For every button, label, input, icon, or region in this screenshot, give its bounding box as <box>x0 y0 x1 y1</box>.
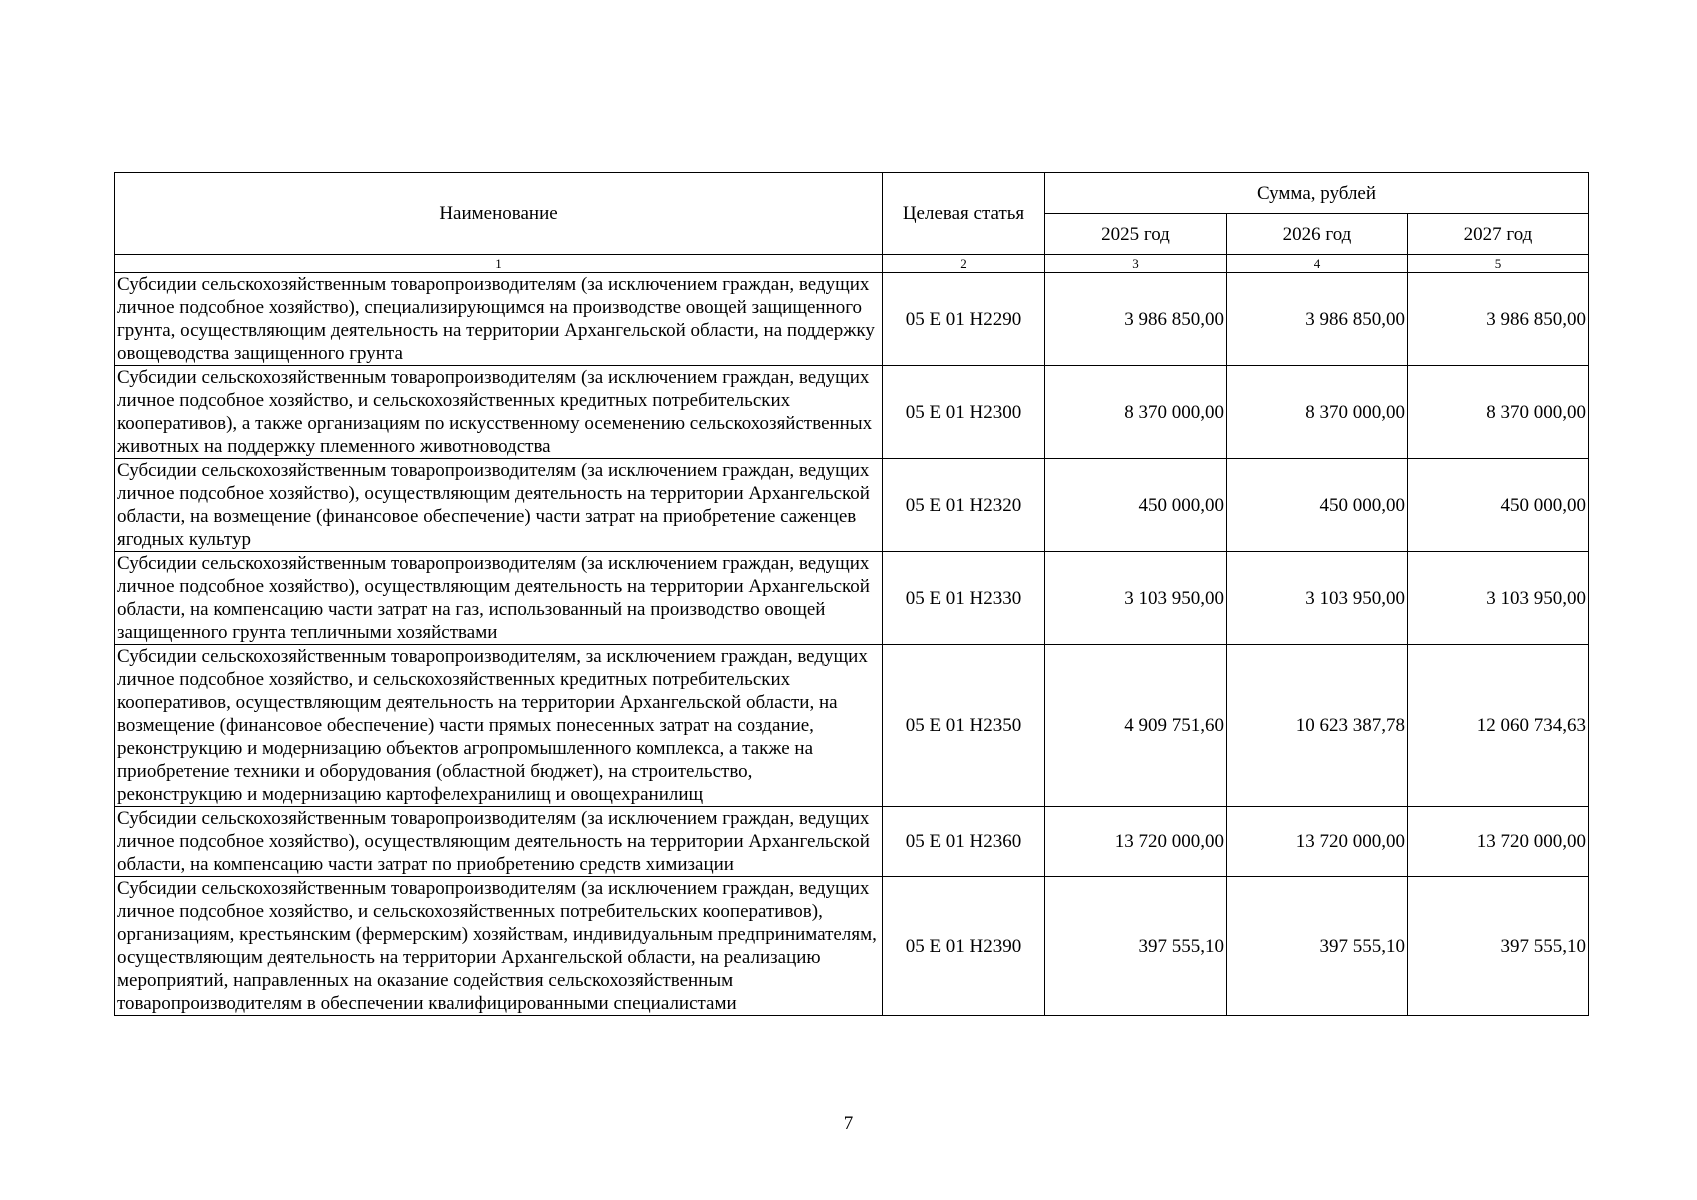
row-name: Субсидии сельскохозяйственным товаропроизводителям (за исключением граждан, ведущих личное подсобное хозяйство), осуществляющим деятельность на территории Архангельской области, на возмещение (финансовое обеспечение) части затрат на приобретение саженцев ягодных культур <box>115 459 883 552</box>
row-amount-2027: 12 060 734,63 <box>1408 645 1589 807</box>
row-code: 05 Е 01 Н2350 <box>883 645 1045 807</box>
table-row <box>115 645 1589 807</box>
row-code: 05 Е 01 Н2330 <box>883 552 1045 645</box>
row-amount-2027: 13 720 000,00 <box>1408 807 1589 877</box>
row-name: Субсидии сельскохозяйственным товаропроизводителям (за исключением граждан, ведущих личное подсобное хозяйство, и сельскохозяйственных кредитных потребительских кооперативов), а также организациям по искусственному осеменению сельскохозяйственных животных на поддержку племенного животноводства <box>115 366 883 459</box>
row-amount-2025: 397 555,10 <box>1045 877 1227 1016</box>
table-row <box>115 273 1589 366</box>
header-year-2025: 2025 год <box>1045 214 1227 255</box>
table-row <box>115 459 1589 552</box>
row-amount-2026: 10 623 387,78 <box>1227 645 1408 807</box>
row-amount-2026: 397 555,10 <box>1227 877 1408 1016</box>
row-amount-2025: 3 103 950,00 <box>1045 552 1227 645</box>
row-amount-2025: 8 370 000,00 <box>1045 366 1227 459</box>
row-code: 05 Е 01 Н2390 <box>883 877 1045 1016</box>
row-amount-2026: 8 370 000,00 <box>1227 366 1408 459</box>
header-year-2026: 2026 год <box>1227 214 1408 255</box>
header-sum: Сумма, рублей <box>1045 173 1589 214</box>
table-row <box>115 877 1589 1016</box>
row-code: 05 Е 01 Н2290 <box>883 273 1045 366</box>
row-amount-2027: 3 986 850,00 <box>1408 273 1589 366</box>
header-year-2027: 2027 год <box>1408 214 1589 255</box>
page-number: 7 <box>843 1113 854 1134</box>
row-name: Субсидии сельскохозяйственным товаропроизводителям (за исключением граждан, ведущих личное подсобное хозяйство), осуществляющим деятельность на территории Архангельской области, на компенсацию части затрат по приобретению средств химизации <box>115 807 883 877</box>
table-row <box>115 552 1589 645</box>
row-amount-2025: 13 720 000,00 <box>1045 807 1227 877</box>
row-amount-2027: 450 000,00 <box>1408 459 1589 552</box>
row-name: Субсидии сельскохозяйственным товаропроизводителям, за исключением граждан, ведущих личное подсобное хозяйство, и сельскохозяйственных кредитных потребительских кооперативов, осуществляющим деятельность на территории Архангельской области, на возмещение (финансовое обеспечение) части прямых понесенных затрат на создание, реконструкцию и модернизацию объектов агропромышленного комплекса, а также на приобретение техники и оборудования (областной бюджет), на строительство, реконструкцию и модернизацию картофелехранилищ и овощехранилищ <box>115 645 883 807</box>
budget-table <box>114 172 1589 1016</box>
row-code: 05 Е 01 Н2300 <box>883 366 1045 459</box>
row-amount-2027: 8 370 000,00 <box>1408 366 1589 459</box>
col-number-3: 3 <box>1045 255 1227 273</box>
col-number-1: 1 <box>115 255 883 273</box>
row-amount-2026: 450 000,00 <box>1227 459 1408 552</box>
row-code: 05 Е 01 Н2320 <box>883 459 1045 552</box>
row-amount-2026: 13 720 000,00 <box>1227 807 1408 877</box>
table-row <box>115 807 1589 877</box>
row-amount-2025: 450 000,00 <box>1045 459 1227 552</box>
row-name: Субсидии сельскохозяйственным товаропроизводителям (за исключением граждан, ведущих личное подсобное хозяйство), осуществляющим деятельность на территории Архангельской области, на компенсацию части затрат на газ, использованный на производство овощей защищенного грунта тепличными хозяйствами <box>115 552 883 645</box>
header-target-article: Целевая статья <box>883 173 1045 255</box>
row-amount-2025: 3 986 850,00 <box>1045 273 1227 366</box>
row-amount-2026: 3 103 950,00 <box>1227 552 1408 645</box>
row-code: 05 Е 01 Н2360 <box>883 807 1045 877</box>
row-amount-2026: 3 986 850,00 <box>1227 273 1408 366</box>
row-amount-2025: 4 909 751,60 <box>1045 645 1227 807</box>
table-row <box>115 366 1589 459</box>
col-number-2: 2 <box>883 255 1045 273</box>
row-name: Субсидии сельскохозяйственным товаропроизводителям (за исключением граждан, ведущих личное подсобное хозяйство, и сельскохозяйственных потребительских кооперативов), организациям, крестьянским (фермерским) хозяйствам, индивидуальным предпринимателям, осуществляющим деятельность на территории Архангельской области, на реализацию мероприятий, направленных на оказание содействия сельскохозяйственным товаропроизводителям в обеспечении квалифицированными специалистами <box>115 877 883 1016</box>
header-name: Наименование <box>115 173 883 255</box>
row-amount-2027: 397 555,10 <box>1408 877 1589 1016</box>
row-amount-2027: 3 103 950,00 <box>1408 552 1589 645</box>
row-name: Субсидии сельскохозяйственным товаропроизводителям (за исключением граждан, ведущих личное подсобное хозяйство), специализирующимся на производстве овощей защищенного грунта, осуществляющим деятельность на территории Архангельской области, на поддержку овощеводства защищенного грунта <box>115 273 883 366</box>
col-number-5: 5 <box>1408 255 1589 273</box>
col-number-4: 4 <box>1227 255 1408 273</box>
